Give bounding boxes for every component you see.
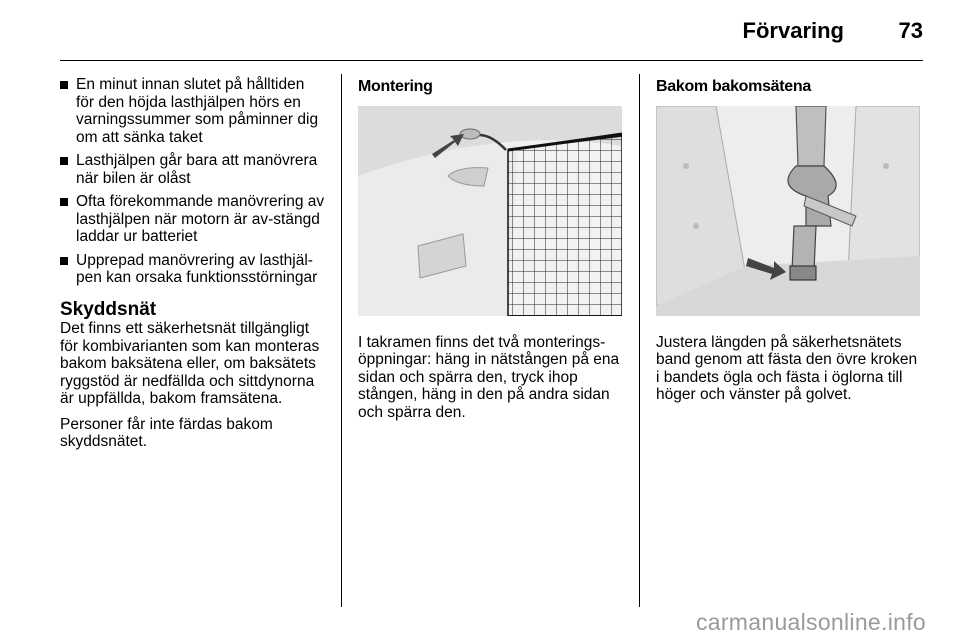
- list-item: Ofta förekommande manövrering av lasthjälpen när motorn är av-stängd laddar ur batteriet: [60, 193, 326, 246]
- column-divider-1: [341, 74, 342, 607]
- body-paragraph: Personer får inte färdas bakom skyddsnätet.: [60, 415, 273, 450]
- subheading-bakom-bakomsatena: Bakom bakomsätena: [656, 78, 811, 95]
- body-paragraph: Justera längden på säkerhetsnätets band genom att fästa den övre kroken i bandets ögla och fästa i öglorna till höger och vänster på golvet.: [656, 333, 918, 403]
- list-item: En minut innan slutet på hålltiden för den höjda lasthjälpen hörs en varningssummer som påminner dig om att sänka taket: [60, 76, 326, 146]
- page-number: 73: [898, 18, 923, 43]
- figure-net-strap: [656, 106, 920, 316]
- list-item: Upprepad manövrering av lasthjäl-pen kan orsaka funktionsstörningar: [60, 252, 326, 287]
- header-rule: [60, 60, 923, 61]
- bullet-square-icon: [60, 257, 68, 265]
- column-middle: [358, 76, 624, 429]
- bullet-square-icon: [60, 81, 68, 89]
- net-strap-illustration: [656, 106, 920, 316]
- bullet-square-icon: [60, 157, 68, 165]
- section-title: Skyddsnät: [60, 298, 157, 320]
- figure-net-mounting: [358, 106, 622, 316]
- page-header-title: Förvaring: [742, 18, 844, 43]
- body-paragraph: Det finns ett säkerhetsnät tillgängligt för kombivarianten som kan monteras bakom baksätena eller, om baksätets ryggstöd är nedfällda och sittdynorna är uppfällda, bakom framsätena.: [60, 320, 320, 407]
- subheading-montering: Montering: [358, 78, 433, 95]
- bullet-list: [60, 76, 326, 287]
- watermark: carmanualsonline.info: [695, 609, 926, 635]
- column-left: [60, 76, 326, 459]
- list-item: Lasthjälpen går bara att manövrera när bilen är olåst: [60, 152, 326, 187]
- net-mounting-illustration: [358, 106, 622, 316]
- bullet-square-icon: [60, 198, 68, 206]
- body-paragraph: I takramen finns det två monterings-öppningar: häng in nätstången på ena sidan och spärra den, tryck ihop stången, häng in den på andra sidan och spärra den.: [358, 333, 620, 421]
- column-divider-2: [639, 74, 640, 607]
- column-right: [656, 76, 922, 412]
